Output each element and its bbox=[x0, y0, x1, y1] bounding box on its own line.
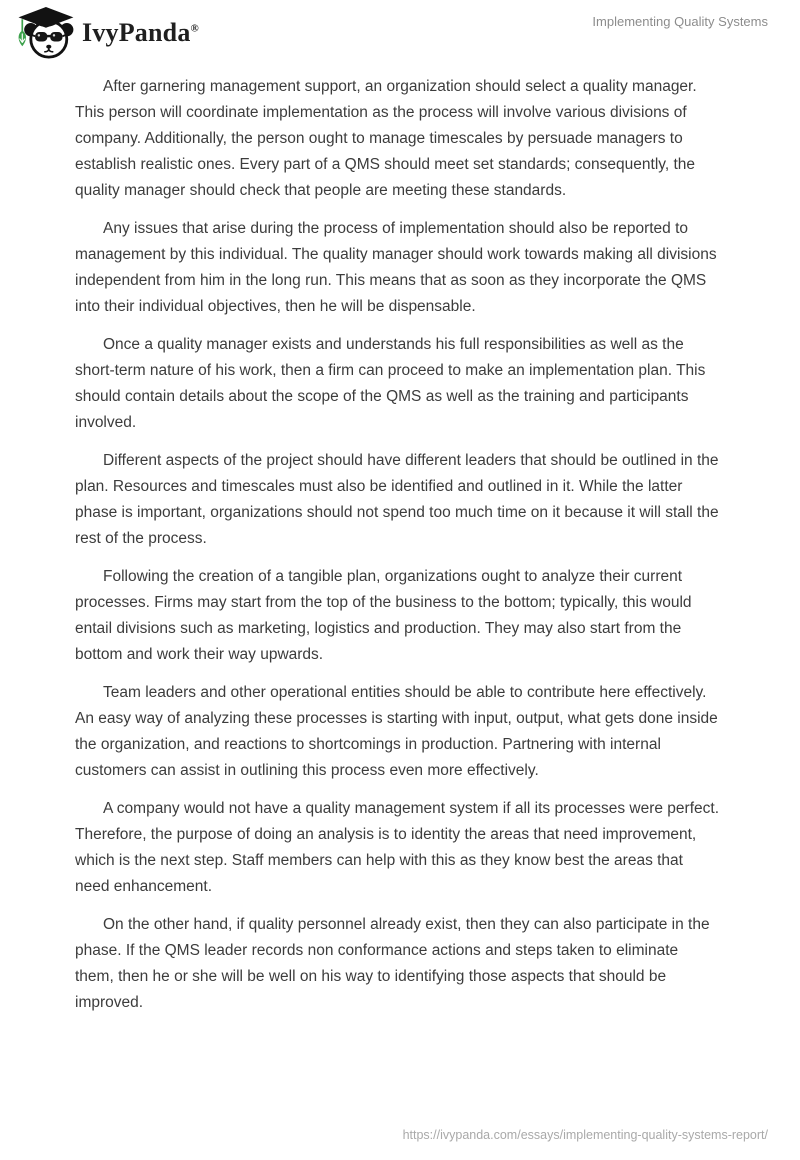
brand-name bbox=[82, 17, 199, 47]
page-header bbox=[0, 0, 800, 62]
document-title: Implementing Quality Systems bbox=[592, 14, 768, 29]
essay-paragraph: Following the creation of a tangible plan, organizations ought to analyze their current processes. Firms may start from the top of the business to the bottom; typically, this would entail divisions such as marketing, logistics and production. They may also start from the bottom and work their way upwards. bbox=[75, 568, 692, 663]
essay-paragraph: Team leaders and other operational entities should be able to contribute here effectively. An easy way of analyzing these processes is starting with input, output, what gets done inside the organization, and reactions to shortcomings in production. Partnering with internal customers can assist in outlining this process even more effectively. bbox=[75, 684, 718, 779]
essay-paragraph: After garnering management support, an organization should select a quality manager. This person will coordinate implementation as the process will involve various divisions of company. Additionally, the person ought to manage timescales by persuade managers to establish realistic ones. Every part of a QMS should meet set standards; consequently, the quality manager should check that people are meeting these standards. bbox=[75, 78, 697, 199]
essay-body bbox=[75, 74, 720, 1028]
page-footer bbox=[403, 1126, 768, 1144]
brand bbox=[14, 6, 199, 59]
brand-name-text: IvyPanda bbox=[82, 17, 191, 47]
essay-paragraph: On the other hand, if quality personnel already exist, then they can also participate in the phase. If the QMS leader records non conformance actions and steps taken to eliminate them, then he or she will be well on his way to identifying those aspects that should be improved. bbox=[75, 916, 710, 1011]
essay-paragraph: Once a quality manager exists and understands his full responsibilities as well as the short-term nature of his work, then a firm can proceed to make an implementation plan. This should contain details about the scope of the QMS as well as the training and participants involved. bbox=[75, 336, 706, 431]
registered-trademark-symbol: ® bbox=[190, 21, 199, 34]
essay-paragraph: A company would not have a quality management system if all its processes were perfect. Therefore, the purpose of doing an analysis is to identity the areas that need improvement, which is the next step. Staff members can help with this as they know best the areas that need enhancement. bbox=[75, 800, 719, 895]
ivypanda-panda-logo-icon bbox=[14, 6, 76, 59]
source-url-link[interactable]: https://ivypanda.com/essays/implementing-quality-systems-report/ bbox=[402, 1128, 768, 1142]
essay-paragraph: Different aspects of the project should have different leaders that should be outlined in the plan. Resources and timescales must also be identified and outlined in it. While the latter phase is important, organizations should not spend too much time on it because it will stall the rest of the process. bbox=[75, 452, 719, 547]
essay-paragraph: Any issues that arise during the process of implementation should also be reported to management by this individual. The quality manager should work towards making all divisions independent from him in the long run. This means that as soon as they incorporate the QMS into their individual objectives, then he will be dispensable. bbox=[75, 220, 717, 315]
